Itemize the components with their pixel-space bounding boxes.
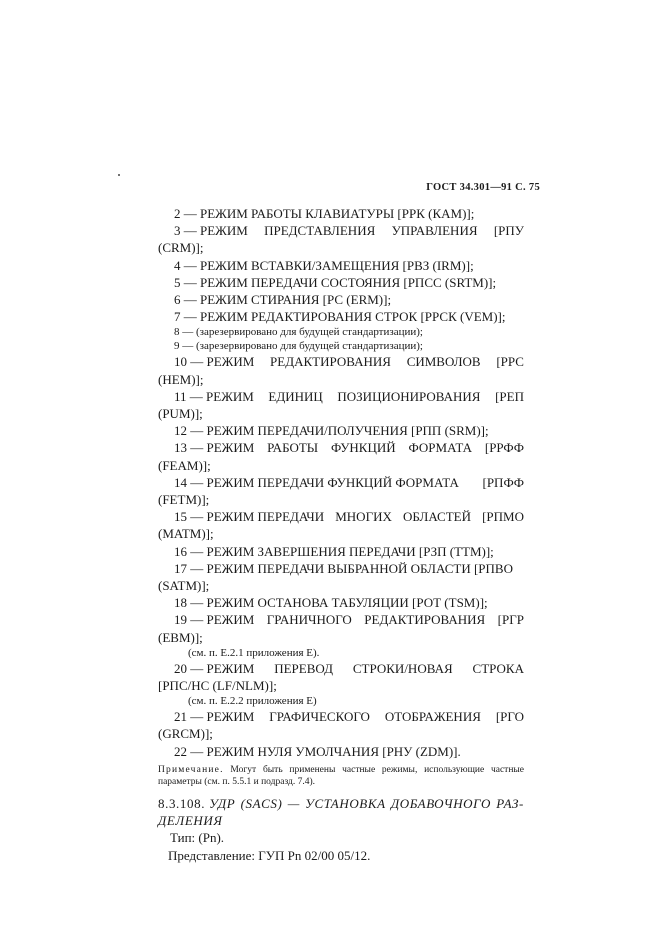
section-representation: Представление: ГУП Рn 02/00 05/12. (168, 847, 371, 863)
scan-speck (118, 174, 120, 176)
list-item (158, 508, 524, 525)
text-span: ГРАНИЧНОГО (266, 612, 352, 628)
text-span: ГРАФИЧЕСКОГО (269, 709, 370, 725)
list-item: 16 — РЕЖИМ ЗАВЕРШЕНИЯ ПЕРЕДАЧИ [РЗП (TTM)]; (174, 543, 494, 559)
list-item-continuation: (GRCM)]; (158, 726, 213, 742)
text-span: УПРАВЛЕНИЯ (391, 223, 478, 239)
text-span: 20 — РЕЖИМ (174, 660, 255, 676)
text-span: ПРЕДСТАВЛЕНИЯ (264, 223, 376, 239)
list-item: 5 — РЕЖИМ ПЕРЕДАЧИ СОСТОЯНИЯ [РПСС (SRTM)]; (174, 274, 497, 290)
text-span: ОТОБРАЖЕНИЯ (384, 709, 481, 725)
text-span: [РРС (496, 354, 524, 370)
page-header: ГОСТ 34.301—91 С. 75 (426, 182, 540, 193)
list-item-continuation: (PUM)]; (158, 406, 203, 422)
list-item: 12 — РЕЖИМ ПЕРЕДАЧИ/ПОЛУЧЕНИЯ [РПП (SRM)]; (174, 423, 489, 439)
text-span: [РПФФ (482, 474, 524, 490)
list-item-continuation: [РПС/НС (LF/NLM)]; (158, 678, 277, 694)
list-item: 7 — РЕЖИМ РЕДАКТИРОВАНИЯ СТРОК [РРСК (VEM)]; (174, 309, 506, 325)
list-item (158, 222, 524, 239)
list-item-continuation: (FETM)]; (158, 492, 210, 508)
list-item-continuation: (HEM)]; (158, 371, 204, 387)
document-body (158, 205, 524, 864)
text-span: [РПМО (482, 509, 524, 525)
list-item: 6 — РЕЖИМ СТИРАНИЯ [РС (ERM)]; (174, 292, 392, 308)
text-span: РЕДАКТИРОВАНИЯ (270, 354, 391, 370)
list-item-continuation: (FEAM)]; (158, 457, 211, 473)
list-item (158, 660, 524, 677)
text-span: [РЕП (495, 388, 524, 404)
section-type: Тип: (Рn). (170, 830, 225, 846)
text-span: ПЕРЕВОД (274, 660, 333, 676)
list-item: 2 — РЕЖИМ РАБОТЫ КЛАВИАТУРЫ [РРК (КАМ)]; (174, 206, 475, 221)
text-span: СТРОКА (472, 660, 524, 676)
list-item (158, 388, 524, 405)
list-item: 9 — (зарезервировано для будущей стандартизации); (174, 340, 423, 353)
text-span: 14 — РЕЖИМ ПЕРЕДАЧИ ФУНКЦИЙ ФОРМАТА (174, 474, 459, 490)
text-span: 11 — РЕЖИМ (174, 388, 254, 404)
list-item: 22 — РЕЖИМ НУЛЯ УМОЛЧАНИЯ [РНУ (ZDM)]. (174, 743, 461, 759)
section-title-continuation: ДЕЛЕНИЯ (158, 813, 223, 829)
text-span: 19 — РЕЖИМ (174, 612, 255, 628)
list-item: 4 — РЕЖИМ ВСТАВКИ/ЗАМЕЩЕНИЯ [РВЗ (IRM)]; (174, 257, 474, 273)
list-item: 18 — РЕЖИМ ОСТАНОВА ТАБУЛЯЦИИ [РОТ (TSM)]; (174, 595, 488, 611)
text-span: 15 — РЕЖИМ ПЕРЕДАЧИ (174, 509, 325, 525)
list-item-continuation: (CRM)]; (158, 240, 204, 256)
text-span: 21 — РЕЖИМ (174, 709, 255, 725)
list-item (158, 439, 524, 456)
text-span: ЕДИНИЦ (268, 388, 323, 404)
text-span: МНОГИХ (335, 509, 392, 525)
list-item (158, 353, 524, 370)
text-span: [РРФФ (484, 440, 524, 456)
list-item-continuation: (SATM)]; (158, 578, 210, 594)
cross-reference: (см. п. Е.2.2 приложения Е) (188, 695, 317, 708)
section-number: 8.3.108. (158, 795, 206, 811)
text-span: 17 — РЕЖИМ ПЕРЕДАЧИ ВЫБРАННОЙ ОБЛАСТИ [РПВО (174, 560, 513, 576)
section-heading (158, 795, 524, 812)
text-span: 13 — РЕЖИМ (174, 440, 255, 456)
text-span: СИМВОЛОВ (406, 354, 481, 370)
text-span: 3 — РЕЖИМ (174, 223, 248, 239)
note-paragraph (158, 764, 524, 789)
list-item (158, 708, 524, 725)
note-text: Могут быть применены частные режимы, использующие частные параметры (см. п. 5.5.1 и подразд. 7.4). (158, 764, 525, 788)
list-item (158, 611, 524, 628)
text-span: ФОРМАТА (408, 440, 473, 456)
text-span: [РПУ (493, 223, 524, 239)
note-lead: Примечание. (158, 764, 224, 775)
list-item-continuation: (MATM)]; (158, 526, 214, 542)
text-span: РАБОТЫ (267, 440, 319, 456)
text-span: ПОЗИЦИОНИРОВАНИЯ (337, 388, 481, 404)
section-title: УДР (SACS) — УСТАНОВКА ДОБАВОЧНОГО РАЗ- (209, 795, 524, 811)
list-item (158, 474, 524, 491)
text-span: [РГО (495, 709, 524, 725)
list-item-continuation: (EBM)]; (158, 629, 203, 645)
text-span: 10 — РЕЖИМ (174, 354, 255, 370)
list-item (158, 560, 524, 577)
text-span: [РГР (497, 612, 524, 628)
text-span: ОБЛАСТЕЙ (402, 509, 471, 525)
text-span: СТРОКИ/НОВАЯ (352, 660, 453, 676)
list-item: 8 — (зарезервировано для будущей стандартизации); (174, 326, 423, 339)
cross-reference: (см. п. Е.2.1 приложения Е). (188, 646, 320, 659)
text-span: РЕДАКТИРОВАНИЯ (364, 612, 486, 628)
text-span: ФУНКЦИЙ (330, 440, 396, 456)
